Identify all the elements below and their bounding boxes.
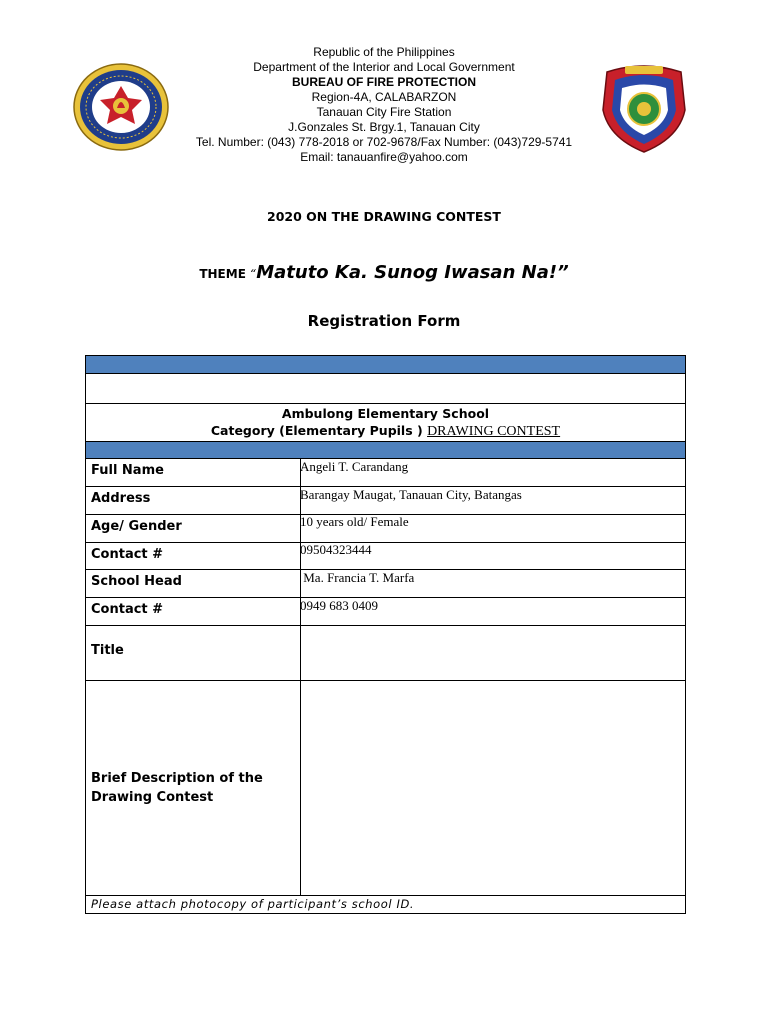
theme-text: Matuto Ka. Sunog Iwasan Na!” — [256, 262, 569, 283]
form-title: Registration Form — [307, 312, 461, 330]
bfp-seal-logo — [72, 62, 170, 152]
school-block — [85, 405, 686, 440]
letterhead-line: Department of the Interior and Local Government — [253, 60, 515, 74]
brief-description-label-line: Brief Description of the — [91, 771, 263, 786]
address-value: Barangay Maugat, Tanauan City, Batangas — [300, 487, 522, 502]
contact-label: Contact # — [91, 547, 164, 562]
school-name: Ambulong Elementary School — [281, 406, 490, 421]
theme-label: THEME — [199, 267, 251, 281]
school-head-value: Ma. Francia T. Marfa — [300, 570, 415, 585]
agency-name: BUREAU OF FIRE PROTECTION — [291, 75, 476, 89]
phone-numbers: Tel. Number: (043) 778-2018 or 702-9678/Fax Number: (043)729-5741 — [195, 135, 573, 149]
letterhead-line: Tanauan City Fire Station — [316, 105, 452, 119]
theme-open-quote: “ — [250, 267, 257, 281]
letterhead-line: Republic of the Philippines — [313, 45, 455, 59]
contact-value: 09504323444 — [300, 542, 372, 557]
contest-title: 2020 ON THE DRAWING CONTEST — [267, 209, 501, 224]
header-band — [85, 441, 686, 458]
address-label: Address — [91, 491, 151, 506]
theme-line — [0, 262, 768, 283]
email: Email: tanauanfire@yahoo.com — [300, 150, 468, 164]
full-name-value: Angeli T. Carandang — [300, 459, 409, 474]
contest-name: DRAWING CONTEST — [427, 424, 561, 439]
school-head-contact-label: Contact # — [91, 602, 164, 617]
header-band — [85, 355, 686, 373]
full-name-label: Full Name — [91, 463, 164, 478]
attachment-note: Please attach photocopy of participant’s school ID. — [91, 897, 415, 911]
age-gender-label: Age/ Gender — [91, 519, 182, 534]
age-gender-value: 10 years old/ Female — [300, 514, 409, 529]
letterhead-line: J.Gonzales St. Brgy.1, Tanauan City — [288, 120, 480, 134]
title-label: Title — [91, 643, 124, 658]
category-line — [85, 422, 686, 440]
category-label: Category (Elementary Pupils ) — [210, 423, 428, 438]
letterhead — [150, 45, 618, 165]
brief-description-label — [91, 769, 263, 807]
fire-station-shield-logo — [595, 62, 693, 154]
school-head-label: School Head — [91, 574, 182, 589]
brief-description-label-line: Drawing Contest — [91, 790, 214, 805]
school-head-contact-value: 0949 683 0409 — [300, 598, 378, 613]
registration-form — [85, 355, 686, 914]
letterhead-line: Region-4A, CALABARZON — [311, 90, 457, 104]
